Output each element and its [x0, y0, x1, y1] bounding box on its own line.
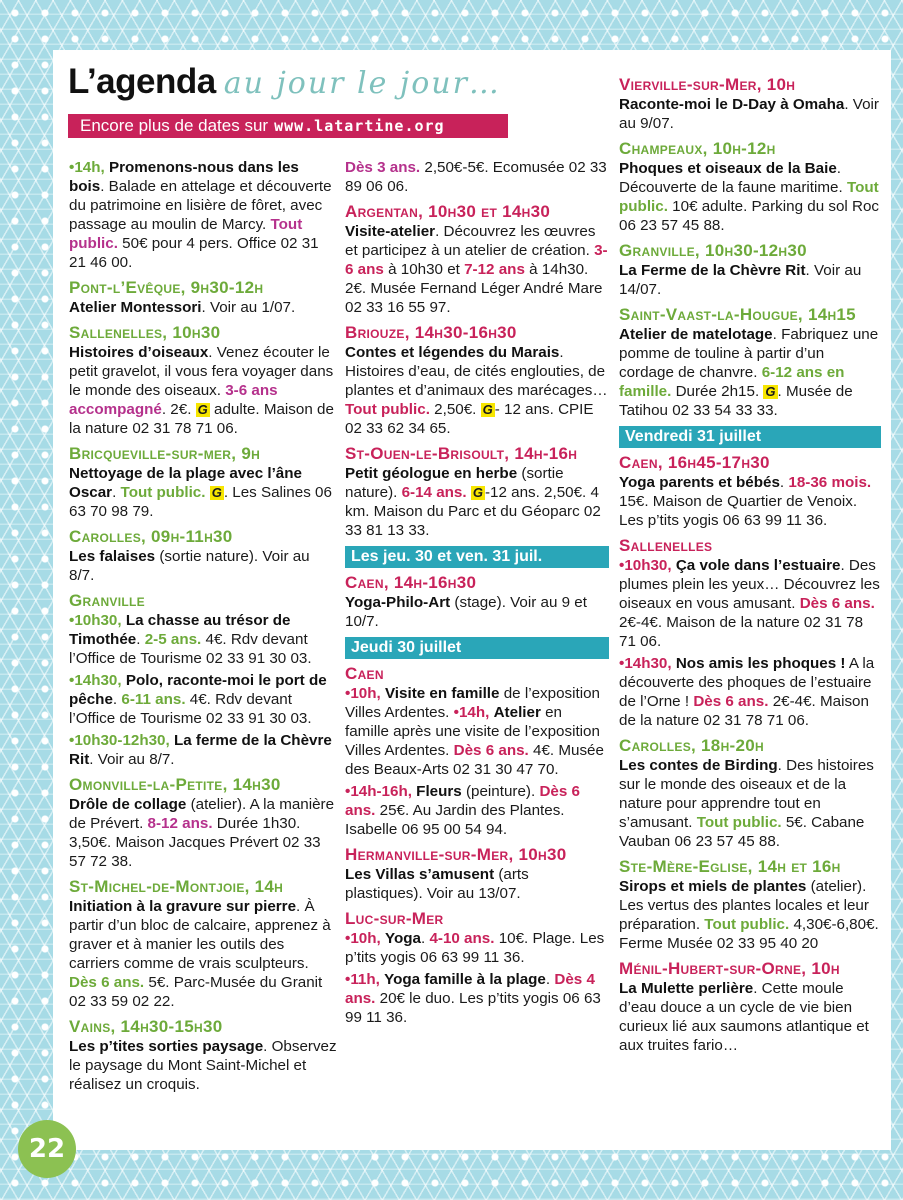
event-location: St-Ouen-le-Brisoult, 14h-16h — [345, 444, 578, 463]
event-location: Ménil-Hubert-sur-Orne, 10h — [619, 959, 840, 978]
column-1 — [69, 158, 337, 1094]
event-item: •10h, Yoga. 4-10 ans. 10€. Plage. Les p’tits yogis 06 63 99 11 36. — [345, 930, 605, 966]
event-item: Sirops et miels de plantes (atelier). Les vertus des plantes locales et leur préparation. Tout public. 4,30€-6,80€. Ferme Musée 02 33 95 40 20 — [619, 878, 879, 952]
event-item: •10h30, Ça vole dans l’estuaire. Des plumes plein les yeux… Découvrez les oiseaux en vous amusant. Dès 6 ans. 2€-4€. Maison de la nature 02 31 78 71 06. — [619, 557, 880, 650]
website-banner: Encore plus de dates sur www.latartine.org — [68, 114, 508, 138]
page-number: 22 — [18, 1120, 76, 1178]
event-item: Initiation à la gravure sur pierre. À partir d’un bloc de calcaire, apprenez à graver et à manier les outils des carriers comme de vrais sculpteurs. Dès 6 ans. 5€. Parc-Musée du Granit 02 33 59 02 22. — [69, 898, 331, 1010]
day-header: Les jeu. 30 et ven. 31 juil. — [345, 546, 609, 568]
event-item: La Mulette perlière. Cette moule d’eau douce a un cycle de vie bien curieux lié aux saumons atlantique et aux truites fario… — [619, 980, 869, 1054]
free-badge: G — [197, 402, 208, 417]
free-badge: G — [765, 384, 776, 399]
event-item: Dès 3 ans. 2,50€-5€. Ecomusée 02 33 89 06 06. — [345, 159, 607, 195]
event-location: Champeaux, 10h-12h — [619, 139, 776, 158]
event-item: •10h, Visite en famille de l’exposition Villes Ardentes. •14h, Atelier en famille après une visite de l’exposition Villes Ardentes. Dès 6 ans. 4€. Musée des Beaux-Arts 02 31 30 47 70. — [345, 685, 604, 778]
event-item: Les Villas s’amusent (arts plastiques). Voir au 13/07. — [345, 866, 529, 902]
event-location: Caen — [345, 664, 384, 683]
event-item: Yoga-Philo-Art (stage). Voir au 9 et 10/7. — [345, 594, 587, 630]
column-3 — [619, 74, 881, 1055]
event-item: Phoques et oiseaux de la Baie. Découverte de la faune maritime. Tout public. 10€ adulte. Parking du sol Roc 06 23 57 45 88. — [619, 160, 880, 234]
event-item: Nettoyage de la plage avec l’âne Oscar. Tout public. G . Les Salines 06 63 70 98 79. — [69, 465, 332, 520]
event-item: Drôle de collage (atelier). A la manière de Prévert. 8-12 ans. Durée 1h30. 3,50€. Maison Jacques Prévert 02 33 57 72 38. — [69, 796, 335, 870]
website-link[interactable]: www.latartine.org — [274, 117, 445, 135]
event-location: Briouze, 14h30-16h30 — [345, 323, 517, 342]
event-item: •14h30, Nos amis les phoques ! A la découverte des phoques de l’estuaire de l’Orne ! Dès 6 ans. 2€-4€. Maison de la nature 02 31 78 71 06. — [619, 655, 875, 729]
event-location: Omonville-la-Petite, 14h30 — [69, 775, 281, 794]
page-title: L’agenda au jour le jour… — [68, 62, 501, 101]
event-location: Pont-l’Evêque, 9h30-12h — [69, 278, 264, 297]
event-item: Petit géologue en herbe (sortie nature). 6-14 ans. G -12 ans. 2,50€. 4 km. Maison du Parc et du Géoparc 02 33 81 13 33. — [345, 465, 601, 539]
event-item: La Ferme de la Chèvre Rit. Voir au 14/07. — [619, 262, 862, 298]
event-location: Saint-Vaast-la-Hougue, 14h15 — [619, 305, 856, 324]
event-item: •14h-16h, Fleurs (peinture). Dès 6 ans. 25€. Au Jardin des Plantes. Isabelle 06 95 00 54 94. — [345, 783, 580, 838]
event-item: Les contes de Birding. Des histoires sur le monde des oiseaux et de la nature pour apprendre tout en s’amusant. Tout public. 5€. Cabane Vauban 06 23 57 45 88. — [619, 757, 874, 850]
event-location: Luc-sur-Mer — [345, 909, 444, 928]
event-location: Hermanville-sur-Mer, 10h30 — [345, 845, 567, 864]
event-item: Yoga parents et bébés. 18-36 mois. 15€. Maison de Quartier de Venoix. Les p’tits yogis 06 63 99 11 36. — [619, 474, 872, 529]
event-location: Caen, 14h-16h30 — [345, 573, 477, 592]
event-item: Atelier Montessori. Voir au 1/07. — [69, 299, 296, 316]
event-location: Vierville-sur-Mer, 10h — [619, 75, 796, 94]
free-badge: G — [472, 485, 483, 500]
event-item: Histoires d’oiseaux. Venez écouter le petit gravelot, il vous fera voyager dans le monde des oiseaux. 3-6 ans accompagné. 2€. G adulte. Maison de la nature 02 31 78 71 06. — [69, 344, 334, 437]
event-location: Bricqueville-sur-mer, 9h — [69, 444, 261, 463]
day-header: Vendredi 31 juillet — [619, 426, 881, 448]
event-location: Carolles, 09h-11h30 — [69, 527, 233, 546]
free-badge: G — [211, 485, 222, 500]
event-location: Ste-Mère-Eglise, 14h et 16h — [619, 857, 841, 876]
event-location: Sallenelles — [619, 536, 713, 555]
event-item: Visite-atelier. Découvrez les œuvres et participez à un atelier de création. 3-6 ans à 10h30 et 7-12 ans à 14h30. 2€. Musée Fernand Léger André Mare 02 33 16 55 97. — [345, 223, 608, 316]
event-item: Atelier de matelotage. Fabriquez une pomme de touline à partir d’un cordage de chanvre. 6-12 ans en famille. Durée 2h15. G . Musée de Tatihou 02 33 54 33 33. — [619, 326, 879, 419]
event-location: Granville, 10h30-12h30 — [619, 241, 807, 260]
event-item: Raconte-moi le D-Day à Omaha. Voir au 9/07. — [619, 96, 879, 132]
free-badge: G — [482, 402, 493, 417]
event-item: •14h30, Polo, raconte-moi le port de pêche. 6-11 ans. 4€. Rdv devant l’Office de Tourisme 02 33 91 30 03. — [69, 672, 327, 727]
event-item: •14h, Promenons-nous dans les bois. Balade en attelage et découverte du patrimoine en lisière de fôret, avec passage au moulin de Marcy. Tout public. 50€ pour 4 pers. Office 02 31 21 46 00. — [69, 159, 332, 271]
event-item: •10h30, La chasse au trésor de Timothée. 2-5 ans. 4€. Rdv devant l’Office de Tourisme 02 33 91 30 03. — [69, 612, 312, 667]
event-location: Vains, 14h30-15h30 — [69, 1017, 223, 1036]
event-item: •11h, Yoga famille à la plage. Dès 4 ans. 20€ le duo. Les p’tits yogis 06 63 99 11 36. — [345, 971, 601, 1026]
event-location: Sallenelles, 10h30 — [69, 323, 221, 342]
column-2 — [345, 158, 609, 1027]
event-item: Contes et légendes du Marais. Histoires d’eau, de cités englouties, de plantes et d’animaux des marécages… Tout public. 2,50€. G - 12 ans. CPIE 02 33 62 34 65. — [345, 344, 608, 437]
event-item: Les falaises (sortie nature). Voir au 8/7. — [69, 548, 310, 584]
event-location: Argentan, 10h30 et 14h30 — [345, 202, 551, 221]
script-title: au jour le jour… — [223, 66, 501, 101]
event-item: •10h30-12h30, La ferme de la Chèvre Rit. Voir au 8/7. — [69, 732, 332, 768]
event-location: Carolles, 18h-20h — [619, 736, 764, 755]
day-header: Jeudi 30 juillet — [345, 637, 609, 659]
event-location: St-Michel-de-Montjoie, 14h — [69, 877, 284, 896]
event-location: Caen, 16h45-17h30 — [619, 453, 770, 472]
event-item: Les p’tites sorties paysage. Observez le paysage du Mont Saint-Michel et réalisez un croquis. — [69, 1038, 337, 1093]
page — [53, 50, 891, 1150]
event-location: Granville — [69, 591, 145, 610]
